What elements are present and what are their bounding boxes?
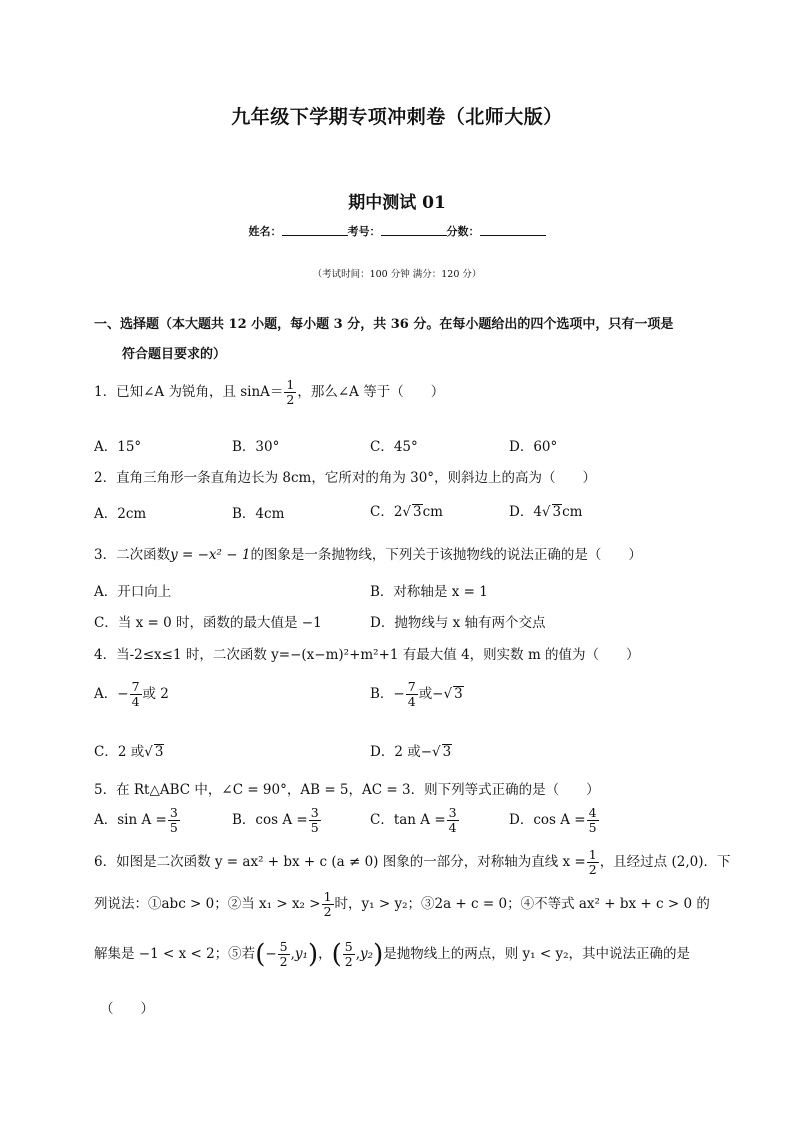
q5-a-fraction [168,806,180,835]
q5-c-pre: C．tan A = [370,812,446,828]
question-1-stem [94,378,444,407]
q5-c-fraction [447,806,459,835]
q3-option-b[interactable]: B．对称轴是 x = 1 [370,584,488,600]
q6-l2-pre: 列说法：①abc > 0；②当 x₁ > x₂ > [94,896,321,912]
q3-option-a[interactable]: A．开口向上 [94,584,172,600]
q5-option-d[interactable] [509,806,600,835]
q6-l1-num: 1 [588,847,597,862]
question-6-line-2 [94,890,710,919]
q4-a-pre: A．− [94,686,129,702]
question-6-line-3: 解集是 −1 < x < 2；⑤若(− $\frac{5}{2}$ ,y₁)，( $\frac{5}{2}$ ,y₂)是抛物线上的两点，则 y₁ < y₂，其中说法正确的是 [94,939,690,970]
q5-option-b[interactable] [232,806,322,835]
exam-no-label: 考号： [347,225,381,238]
q4-b-pre: B．− [370,686,405,702]
q6-p2-num: 5 [344,939,353,954]
name-blank[interactable] [282,225,348,236]
q5-option-a[interactable] [94,806,181,835]
q6-p1-num: 5 [279,939,288,954]
q6-l3-post: 是抛物线上的两点，则 y₁ < y₂，其中说法正确的是 [383,946,690,962]
q4-b-mid: 或− [418,686,444,702]
exam-title: 九年级下学期专项冲刺卷（北师大版） [231,106,563,128]
q5-option-c[interactable] [370,806,460,835]
q6-l2-num: 1 [323,889,332,904]
q4-option-c[interactable]: C．2 或√ 3 [94,744,164,760]
q5-b-fraction [309,806,321,835]
student-info-line [0,223,794,239]
q4-option-d[interactable]: D．2 或−√ 3 [370,744,452,760]
q5-a-den: 5 [169,820,178,835]
q3-stem-pre: 3．二次函数 [94,547,171,563]
q5-b-den: 5 [310,820,319,835]
q1-fraction-den: 2 [286,392,295,407]
score-label: 分数： [446,225,480,238]
q2-c-pre: C．2 [370,504,403,520]
q4-option-a[interactable] [94,680,169,709]
q1-option-b[interactable]: B．30° [232,439,280,455]
q2-option-a[interactable]: A．2cm [94,506,147,522]
q3-option-c[interactable]: C．当 x = 0 时，函数的最大值是 −1 [94,615,322,631]
q5-a-pre: A．sin A = [94,812,167,828]
q6-p1-den: 2 [279,954,288,969]
q2-d-unit: cm [562,504,583,520]
q4-b-fraction [406,680,418,709]
q1-option-a[interactable]: A．15° [94,439,142,455]
q5-d-num: 4 [588,805,597,820]
q6-l2-fraction [322,890,334,919]
q6-l2-post: 时，y₁ > y₂；③2a + c = 0；④不等式 ax² + bx + c > 0 的 [334,896,710,912]
q6-point-2-fraction [343,940,355,969]
q5-d-den: 5 [588,820,597,835]
q5-d-pre: D．cos A = [509,812,586,828]
q6-point-1-fraction [278,940,290,969]
q4-a-den: 4 [131,694,140,709]
q5-c-num: 3 [448,805,457,820]
q5-b-num: 3 [310,805,319,820]
q4-a-post: 或 2 [142,686,169,702]
q2-c-radicand: 3 [413,504,422,520]
q4-d-radicand: 3 [442,744,452,760]
section-heading [94,310,706,370]
q1-stem-post: ，那么∠A 等于（ ） [297,384,445,400]
q6-l1-fraction [587,848,599,877]
q3-function: y = −x² − 1 [170,547,251,563]
q6-l1-post: ，且经过点 (2,0)．下 [599,854,731,870]
q4-b-radicand: 3 [454,686,463,702]
exam-meta: （考试时间：100 分钟 满分：120 分） [312,269,482,280]
q4-b-num: 7 [407,679,416,694]
q3-option-d[interactable]: D．抛物线与 x 轴有两个交点 [370,615,546,631]
question-3-stem [94,543,642,563]
q2-d-radicand: 3 [552,504,562,520]
q2-option-b[interactable]: B．4cm [232,506,285,522]
q2-c-unit: cm [422,504,443,520]
question-6-line-1 [94,848,730,877]
q5-c-den: 4 [448,820,457,835]
q1-fraction [284,378,296,407]
q4-option-b[interactable]: B．− $\frac{7}{4}$ 或−√ 3 [370,679,463,709]
score-blank[interactable] [480,225,546,236]
q5-b-pre: B．cos A = [232,812,308,828]
q4-c-radicand: 3 [154,744,164,760]
q1-option-c[interactable]: C．45° [370,439,418,455]
q2-d-pre: D．4 [509,504,542,520]
q4-c-pre: C．2 或 [94,744,145,760]
q4-a-fraction [130,680,142,709]
q4-b-den: 4 [407,694,416,709]
name-label: 姓名： [248,225,282,238]
q3-stem-post: 的图象是一条抛物线，下列关于该抛物线的说法正确的是（ ） [250,547,642,563]
q4-a-num: 7 [131,679,140,694]
q1-option-d[interactable]: D．60° [509,439,558,455]
q2-option-d[interactable]: D．4√ 3cm [509,504,583,520]
q6-l1-den: 2 [588,862,597,877]
q4-d-pre: D．2 或− [370,744,433,760]
q1-fraction-num: 1 [286,377,295,392]
section-line-1: 一、选择题（本大题共 12 小题，每小题 3 分，共 36 分。在每小题给出的四个选项中，只有一项是 [94,317,674,332]
q2-option-c[interactable]: C．2√ 3cm [370,504,443,520]
q6-p2-den: 2 [344,954,353,969]
q6-p2-y: y₂ [360,946,374,962]
q5-d-fraction [587,806,599,835]
q6-l3-pre: 解集是 −1 < x < 2；⑤若 [94,946,256,962]
q6-l1-pre: 6．如图是二次函数 y = ax² + bx + c (a ≠ 0) 图象的一部分，对称轴为直线 x = [94,854,586,870]
question-6-answer-parens[interactable]: （ ） [100,1001,154,1017]
question-5-stem: 5．在 Rt△ABC 中，∠C = 90°，AB = 5，AC = 3．则下列等式正确的是（ ） [94,782,600,798]
exam-subtitle: 期中测试 01 [348,193,446,213]
exam-no-blank[interactable] [381,225,447,236]
q6-p1-y: y₁ [294,946,308,962]
q6-l2-den: 2 [323,904,332,919]
question-2-stem: 2．直角三角形一条直角边长为 8cm，它所对的角为 30°，则斜边上的高为（ ） [94,470,597,486]
question-4-stem: 4．当-2≤x≤1 时，二次函数 y=−(x−m)²+m²+1 有最大值 4，则实数 m 的值为（ ） [94,647,640,663]
q1-stem-pre: 1．已知∠A 为锐角，且 sinA＝ [94,384,284,400]
section-line-2: 符合题目要求的） [122,347,227,362]
q5-a-num: 3 [169,805,178,820]
